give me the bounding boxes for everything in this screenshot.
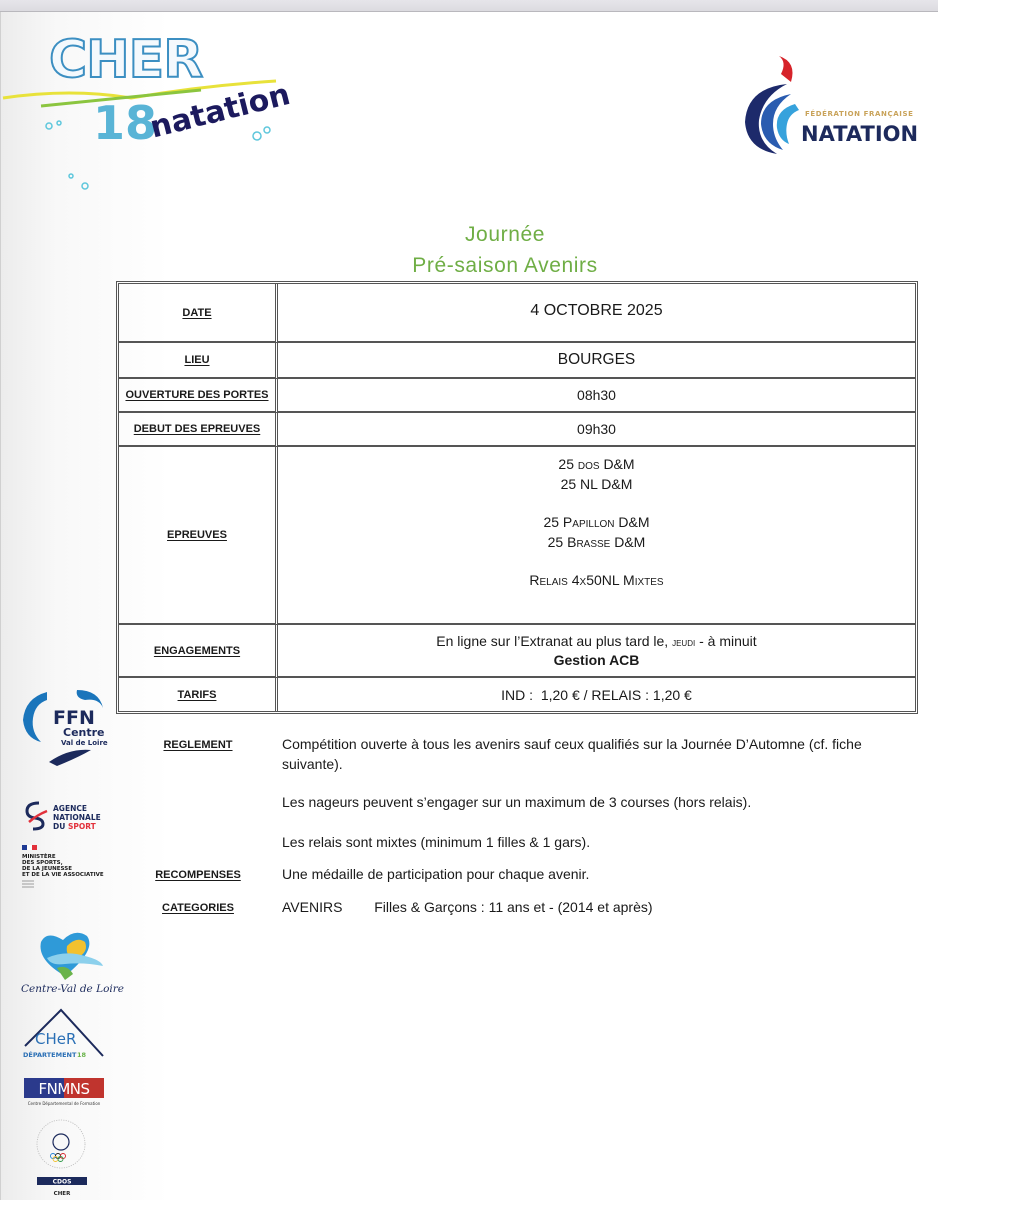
cdos-word: CDOS xyxy=(52,1178,72,1186)
logo-natation: natation xyxy=(146,76,294,146)
epreuve-item: 25 Papillon D&M xyxy=(543,514,650,530)
table-row-date xyxy=(119,284,915,343)
rooster-icon xyxy=(53,1134,69,1150)
epreuves-list xyxy=(278,447,915,625)
engagements-text-b: - à minuit xyxy=(695,633,757,649)
lieu-label: LIEU xyxy=(119,343,278,379)
epreuve-item: 25 NL D&M xyxy=(560,475,633,492)
engagements-text-a: En ligne sur l’Extranat au plus tard le, xyxy=(436,633,673,649)
debut-label: DEBUT DES EPREUVES xyxy=(119,413,278,447)
fnmns-logo xyxy=(24,1078,106,1108)
engagements-value xyxy=(278,625,915,678)
table-row-epreuves xyxy=(119,447,915,625)
cher-dept-word: CHeR xyxy=(35,1030,77,1048)
fnmns-subtitle: Centre Départemental de Formation xyxy=(27,1101,101,1106)
ffn-subtitle: FÉDÉRATION FRANÇAISE xyxy=(805,110,914,118)
ans-line3: DU xyxy=(53,822,68,831)
ffn-cvl-ffn: FFN xyxy=(53,707,95,729)
categories-row xyxy=(282,897,902,917)
ffn-cvl-centre: Centre xyxy=(63,726,105,739)
cher18-natation-logo xyxy=(1,26,294,206)
cher-departement-logo xyxy=(21,1006,107,1062)
categories-name: AVENIRS xyxy=(282,899,343,915)
ffn-natation-word: NATATION xyxy=(801,122,919,146)
table-row-tarifs xyxy=(119,678,915,711)
ouverture-value: 08h30 xyxy=(278,379,915,413)
ans-line2: NATIONALE xyxy=(53,813,101,822)
title-line-1: Journée xyxy=(464,223,546,246)
rooster-crest-icon xyxy=(779,56,793,82)
debut-value: 09h30 xyxy=(278,413,915,447)
fnmns-word: FNMNS xyxy=(38,1080,90,1098)
engagements-gestion: Gestion ACB xyxy=(553,652,640,668)
epreuve-item: Relais 4x50NL Mixtes xyxy=(529,572,664,588)
info-table xyxy=(116,281,918,714)
recompenses-text: Une médaille de participation pour chaque avenir. xyxy=(282,866,590,882)
reglement-paragraph: Les relais sont mixtes (minimum 1 filles & 1 gars). xyxy=(282,834,591,850)
region-name: Centre-Val de Loire xyxy=(21,983,124,995)
ministere-line3: DE LA JEUNESSE xyxy=(22,866,72,872)
recompenses-label: RECOMPENSES xyxy=(155,869,241,881)
ans-line3-sport: SPORT xyxy=(67,822,96,831)
cher-dept-label: DÉPARTEMENT xyxy=(23,1051,77,1059)
epreuve-item: 25 Brasse D&M xyxy=(547,533,646,550)
title-line-2: Pré-saison Avenirs xyxy=(412,254,598,277)
ministere-line4: ET DE LA VIE ASSOCIATIVE xyxy=(22,872,104,878)
engagements-label: ENGAGEMENTS xyxy=(119,625,278,678)
logo-18: 18 xyxy=(93,96,158,150)
cdos-cher-logo xyxy=(29,1116,95,1200)
categories-text: Filles & Garçons : 11 ans et - (2014 et après) xyxy=(374,899,653,915)
date-value: 4 OCTOBRE 2025 xyxy=(278,284,915,343)
svg-text:DU SPORT xyxy=(53,822,97,831)
table-row-ouverture xyxy=(119,379,915,413)
ministere-line1: MINISTÈRE xyxy=(22,854,56,860)
logo-cher: CHER xyxy=(49,30,203,90)
ministere-line2: DES SPORTS, xyxy=(22,860,63,866)
reglement-label: REGLEMENT xyxy=(163,739,233,751)
engagements-day: jeudi xyxy=(672,635,696,649)
tarifs-label: TARIFS xyxy=(119,678,278,711)
cher-dept-number: 18 xyxy=(77,1051,87,1059)
reglement-paragraph: Les nageurs peuvent s’engager sur un maximum de 3 courses (hors relais). xyxy=(282,794,752,810)
lieu-value: BOURGES xyxy=(278,343,915,379)
date-label: DATE xyxy=(119,284,278,343)
reglement-paragraph: Compétition ouverte à tous les avenirs sauf ceux qualifiés sur la Journée D’Automne (cf. fiche suivante). xyxy=(282,736,862,772)
agence-nationale-du-sport-logo xyxy=(23,799,113,833)
epreuves-label: EPREUVES xyxy=(119,447,278,625)
region-centre-val-de-loire-logo xyxy=(17,924,124,996)
ffn-cvl-region: Val de Loire xyxy=(61,739,108,747)
cdos-cher: CHER xyxy=(53,1191,71,1197)
document-page xyxy=(0,12,939,1200)
table-row-engagements xyxy=(119,625,915,678)
epreuve-item: 25 dos D&M xyxy=(558,456,635,472)
table-row-lieu xyxy=(119,343,915,379)
ouverture-label: OUVERTURE DES PORTES xyxy=(119,379,278,413)
ans-line1: AGENCE xyxy=(53,804,87,813)
table-row-debut xyxy=(119,413,915,447)
ministere-des-sports-logo xyxy=(20,844,120,896)
categories-label: CATEGORIES xyxy=(162,902,234,914)
window-top-bar xyxy=(0,0,938,12)
ffn-natation-logo xyxy=(739,54,934,159)
tarifs-value: IND : 1,20 € / RELAIS : 1,20 € xyxy=(501,686,692,703)
ffn-centre-val-de-loire-logo xyxy=(19,688,111,768)
